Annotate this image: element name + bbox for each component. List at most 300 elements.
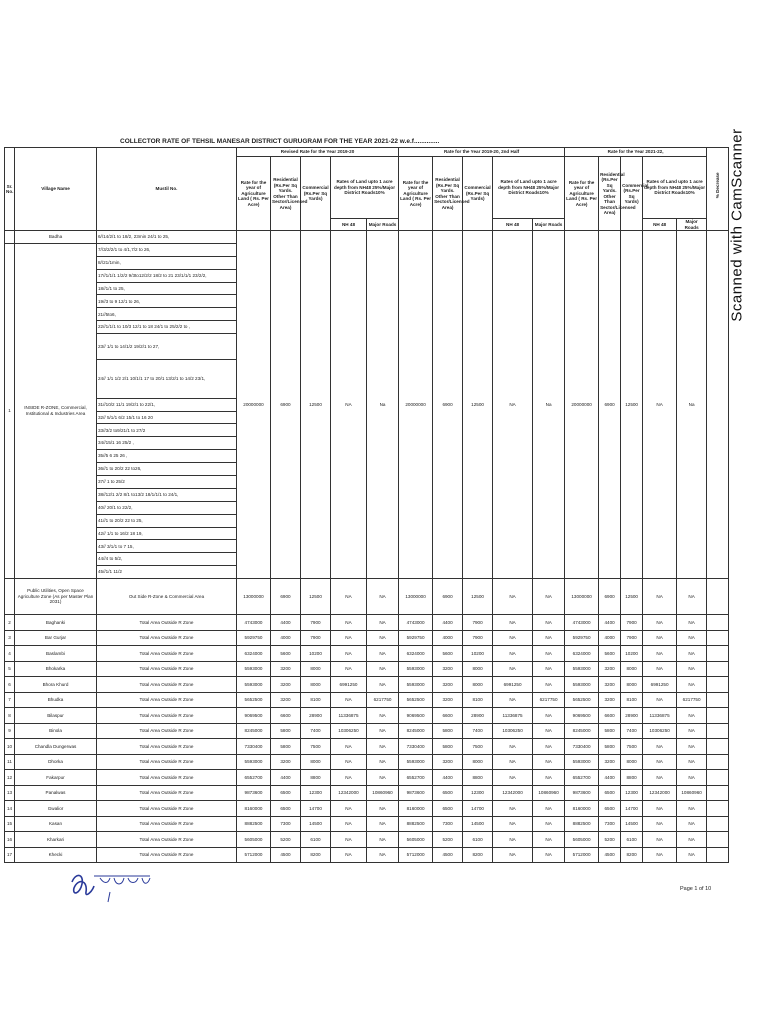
header-b-nh-rates: Rates of Land upto 1 acre depth from NH48 25%/Major District Roads10% — [493, 157, 565, 219]
rate-cell: NA — [677, 677, 707, 693]
rate-cell: 8160000 — [399, 801, 433, 817]
rate-cell: 5652500 — [237, 692, 271, 708]
rate-cell: NA — [331, 646, 367, 662]
rate-cell: NA — [367, 754, 399, 770]
rate-cell: 5929750 — [237, 630, 271, 646]
zone-cell: Public Utilities, Open Space Agriculture Zone (As per Master Plan 2031) — [15, 579, 97, 615]
village-name-cell: Bhora Khurd — [15, 677, 97, 693]
rate-cell: 6500 — [433, 801, 463, 817]
rate-cell: NA — [677, 816, 707, 832]
rate-cell: 5605000 — [399, 832, 433, 848]
header-b-nh48: NH 48 — [493, 219, 533, 231]
rate-cell: 12300 — [621, 785, 643, 801]
rate-cell: 3200 — [599, 661, 621, 677]
area-cell: Total Area Outside R Zone — [97, 785, 237, 801]
decrease-cell — [707, 692, 729, 708]
rate-cell: 6991250 — [493, 677, 533, 693]
rate-cell: 7500 — [463, 739, 493, 755]
table-row — [5, 739, 729, 755]
rate-cell: 5593000 — [237, 677, 271, 693]
rate-cell: 4000 — [271, 630, 301, 646]
rate-cell: 6991250 — [331, 677, 367, 693]
rate-cell: NA — [331, 832, 367, 848]
area-cell: Total Area Outside R Zone — [97, 723, 237, 739]
rate-cell: 7330400 — [399, 739, 433, 755]
header-b-commercial: Commercial (Rs.Per Sq Yards) — [463, 157, 493, 231]
musil-cell: 36//1 to 20/2 22 to26, — [97, 463, 237, 476]
rate-cell: NA — [533, 770, 565, 786]
rate-cell: 5929750 — [399, 630, 433, 646]
rate-cell: 3200 — [599, 692, 621, 708]
sr-no-cell: 11 — [5, 754, 15, 770]
rate-cell: 5712000 — [237, 847, 271, 863]
village-name-cell: Khecki — [15, 847, 97, 863]
decrease-cell — [707, 677, 729, 693]
rate-cell: 8245000 — [565, 723, 599, 739]
rate-cell: NA — [677, 579, 707, 615]
musil-cell: 21//5to6, — [97, 308, 237, 321]
rate-cell: NA — [533, 754, 565, 770]
musil-cell: 35//5 6 25 26 , — [97, 450, 237, 463]
header-c-agri: Rate for the year of Agriculture Land ( Rs. Per Acre) — [565, 157, 599, 231]
rate-cell: NA — [367, 739, 399, 755]
rate-cell: NA — [367, 646, 399, 662]
sr-no-cell: 4 — [5, 646, 15, 662]
table-row — [5, 231, 729, 244]
rate-cell: 20000000 — [565, 231, 599, 579]
rate-cell: 6552700 — [237, 770, 271, 786]
area-cell: Total Area Outside R Zone — [97, 646, 237, 662]
rate-cell: 8000 — [621, 754, 643, 770]
rate-cell: 9069500 — [399, 708, 433, 724]
rate-cell: 5800 — [271, 739, 301, 755]
rate-cell: Na — [533, 231, 565, 579]
rate-cell: 7330400 — [237, 739, 271, 755]
collector-rate-table — [4, 147, 729, 863]
rate-cell: 7300 — [271, 816, 301, 832]
rate-cell: NA — [643, 770, 677, 786]
rate-cell: 5200 — [433, 832, 463, 848]
rate-cell: 7330400 — [565, 739, 599, 755]
rate-cell: 7400 — [463, 723, 493, 739]
rate-cell: 5593000 — [565, 661, 599, 677]
rate-cell: 8160000 — [237, 801, 271, 817]
rate-cell: NA — [493, 739, 533, 755]
header-group-revised-2019-20: Revised Rate for the Year 2019-20 — [237, 148, 399, 157]
table-row — [5, 723, 729, 739]
rate-cell: NA — [533, 708, 565, 724]
rate-cell: NA — [493, 661, 533, 677]
table-row — [5, 754, 729, 770]
musil-cell: 37// 1 to 25/2 — [97, 475, 237, 488]
sr-no-cell: 8 — [5, 708, 15, 724]
rate-cell: 8000 — [301, 754, 331, 770]
decrease-cell — [707, 847, 729, 863]
rate-cell: 5593000 — [237, 661, 271, 677]
rate-cell: NA — [533, 677, 565, 693]
rate-cell: 5800 — [599, 739, 621, 755]
rate-cell: NA — [533, 615, 565, 631]
table-row — [5, 708, 729, 724]
sr-no-cell: 2 — [5, 615, 15, 631]
header-a-commercial: Commercial (Rs.Per Sq Yards) — [301, 157, 331, 231]
area-cell: Total Area Outside R Zone — [97, 677, 237, 693]
rate-cell: NA — [367, 677, 399, 693]
rate-cell: NA — [331, 231, 367, 579]
table-row — [5, 770, 729, 786]
rate-cell: 5712000 — [565, 847, 599, 863]
rate-cell: NA — [643, 739, 677, 755]
decrease-cell — [707, 785, 729, 801]
rate-cell: NA — [367, 723, 399, 739]
rate-cell: NA — [533, 801, 565, 817]
rate-cell: 8882500 — [399, 816, 433, 832]
rate-cell: 10200 — [463, 646, 493, 662]
rate-cell: NA — [367, 661, 399, 677]
signature — [64, 862, 154, 912]
rate-cell: 14700 — [463, 801, 493, 817]
rate-cell: NA — [367, 708, 399, 724]
rate-cell: 6900 — [433, 231, 463, 579]
decrease-cell — [707, 579, 729, 615]
header-c-commercial: Commercial (Rs.Per Sq Yards) — [621, 157, 643, 231]
rate-cell: 10306250 — [331, 723, 367, 739]
rate-cell: NA — [533, 723, 565, 739]
rate-cell: NA — [533, 739, 565, 755]
rate-cell: 13000000 — [565, 579, 599, 615]
rate-cell: 6991250 — [643, 677, 677, 693]
rate-cell: 13000000 — [399, 579, 433, 615]
signature-mark — [64, 862, 154, 912]
rate-cell: NA — [367, 847, 399, 863]
rate-cell: 4400 — [271, 615, 301, 631]
rate-cell: 7400 — [301, 723, 331, 739]
musil-cell: 34//15/1 16 25/2 , — [97, 437, 237, 450]
rate-cell: NA — [643, 816, 677, 832]
rate-cell: NA — [643, 615, 677, 631]
rate-cell: 6500 — [599, 785, 621, 801]
sr-no-cell: 1 — [5, 243, 15, 578]
rate-cell: 9873600 — [565, 785, 599, 801]
rate-cell: 4743000 — [565, 615, 599, 631]
rate-cell: 5593000 — [237, 754, 271, 770]
rate-cell: NA — [643, 692, 677, 708]
rate-cell: NA — [331, 630, 367, 646]
sr-no-cell: 15 — [5, 816, 15, 832]
area-cell: Total Area Outside R Zone — [97, 832, 237, 848]
header-a-nh-rates: Rates of Land upto 1 acre depth from NH48 25%/Major District Roads10% — [331, 157, 399, 219]
rate-cell: NA — [493, 832, 533, 848]
table-row — [5, 646, 729, 662]
page-number: Page 1 of 10 — [680, 886, 712, 892]
musil-cell: 44//4 to 5/2, — [97, 553, 237, 566]
musil-cell: 32// 5/1/1 6/2 15/1 to 16 20 — [97, 411, 237, 424]
rate-cell: NA — [331, 661, 367, 677]
sr-no-cell — [5, 579, 15, 615]
rate-cell: 11336875 — [331, 708, 367, 724]
rate-cell: 6900 — [599, 231, 621, 579]
rate-cell: 3200 — [271, 661, 301, 677]
rate-cell: NA — [533, 832, 565, 848]
rate-cell: 28900 — [463, 708, 493, 724]
rate-cell: 8100 — [463, 692, 493, 708]
musil-cell: 23// 1/1 to 14/1/2 19/2/1 to 27, — [97, 334, 237, 360]
musil-cell: 40// 20/1 to 22/2, — [97, 501, 237, 514]
decrease-cell — [707, 739, 729, 755]
rate-cell: NA — [533, 630, 565, 646]
rate-cell: 5593000 — [399, 661, 433, 677]
village-name-cell: Bhokarka — [15, 661, 97, 677]
rate-cell: 12300 — [463, 785, 493, 801]
rate-cell: 12342000 — [493, 785, 533, 801]
rate-cell: 14500 — [463, 816, 493, 832]
header-c-residential: Residential (Rs.Per Sq Yards. Other Than Sector/Licensed Area) — [599, 157, 621, 231]
rate-cell: 8160000 — [565, 801, 599, 817]
header-group-2019-20-2nd-half: Rate for the Year 2019-20, 2nd Half — [399, 148, 565, 157]
document-title: COLLECTOR RATE OF TEHSIL MANESAR DISTRICT GURUGRAM FOR THE YEAR 2021-22 w.e.f.............. — [120, 138, 440, 145]
table-row — [5, 630, 729, 646]
rate-cell: 5593000 — [399, 677, 433, 693]
rate-cell: NA — [677, 754, 707, 770]
musil-cell: 22//1/1/1 to 10/3 12/1 to 18 24/1 to 25/2/2 to , — [97, 321, 237, 334]
rate-cell: 5600 — [599, 646, 621, 662]
sr-no-cell: 12 — [5, 770, 15, 786]
rate-cell: 3200 — [271, 677, 301, 693]
sr-no-cell: 6 — [5, 677, 15, 693]
village-name-cell: Baghanki — [15, 615, 97, 631]
rate-cell: 3200 — [433, 754, 463, 770]
rate-cell: NA — [677, 847, 707, 863]
rate-cell: 9069500 — [237, 708, 271, 724]
rate-cell: NA — [643, 630, 677, 646]
table-row — [5, 692, 729, 708]
table-row — [5, 816, 729, 832]
rate-cell: 6500 — [271, 785, 301, 801]
rate-cell: NA — [493, 847, 533, 863]
rate-cell: 6900 — [271, 231, 301, 579]
rate-cell: 5800 — [433, 723, 463, 739]
musil-cell: 41//1 to 20/2 22 to 25, — [97, 514, 237, 527]
rate-cell: NA — [493, 801, 533, 817]
table-row — [5, 801, 729, 817]
rate-cell: NA — [643, 646, 677, 662]
village-name-cell: Dhorka — [15, 754, 97, 770]
rate-cell: 10200 — [621, 646, 643, 662]
rate-cell: 10200 — [301, 646, 331, 662]
sr-no-cell — [5, 231, 15, 244]
table-row — [5, 847, 729, 863]
rate-cell: 20000000 — [237, 231, 271, 579]
rate-cell: NA — [677, 646, 707, 662]
rate-cell: NA — [367, 816, 399, 832]
village-name-cell: Fakarpur — [15, 770, 97, 786]
table-row — [5, 785, 729, 801]
area-cell: Total Area Outside R Zone — [97, 816, 237, 832]
rate-cell: 6324000 — [565, 646, 599, 662]
musil-cell: 19//3 to 9 12/1 to 26, — [97, 295, 237, 308]
rate-cell: 8000 — [463, 661, 493, 677]
rate-cell: NA — [331, 801, 367, 817]
decrease-cell — [707, 630, 729, 646]
rate-cell: 5605000 — [237, 832, 271, 848]
rate-cell: 7900 — [621, 630, 643, 646]
table-row — [5, 661, 729, 677]
rate-cell: NA — [677, 661, 707, 677]
rate-cell: 8245000 — [237, 723, 271, 739]
area-cell: Total Area Outside R Zone — [97, 801, 237, 817]
rate-cell: NA — [643, 801, 677, 817]
musil-cell: 33//3/2 to9/21/1 to 27/2 — [97, 424, 237, 437]
sr-no-cell: 3 — [5, 630, 15, 646]
rate-cell: 5712000 — [399, 847, 433, 863]
musil-cell: 18//1/1 to 25, — [97, 282, 237, 295]
header-a-major-roads: Major Roads — [367, 219, 399, 231]
village-name-cell: Panalwas — [15, 785, 97, 801]
village-name-cell: Binola — [15, 723, 97, 739]
rate-cell: 10306250 — [493, 723, 533, 739]
header-b-agri: Rate for the year of Agriculture Land ( Rs. Per Acre) — [399, 157, 433, 231]
decrease-cell — [707, 708, 729, 724]
rate-cell: NA — [331, 579, 367, 615]
rate-cell: 4743000 — [399, 615, 433, 631]
rate-cell: 5800 — [271, 723, 301, 739]
rate-cell: NA — [493, 754, 533, 770]
rate-cell: 12500 — [463, 579, 493, 615]
rate-cell: 13000000 — [237, 579, 271, 615]
rate-cell: 5652500 — [565, 692, 599, 708]
rate-cell: 7500 — [621, 739, 643, 755]
area-cell: Total Area Outside R Zone — [97, 847, 237, 863]
musil-cell: 17//1/1/1 1/2/2 9/3to12/2/2 18/2 to 21 23/1/1/1 23/2/2, — [97, 269, 237, 282]
rate-cell: 6324000 — [399, 646, 433, 662]
decrease-cell — [707, 661, 729, 677]
rate-cell: 8200 — [301, 847, 331, 863]
zone-cell: INSIDE R-ZONE, Commercial, Institutional & Industries Area — [15, 243, 97, 578]
rate-cell: NA — [533, 646, 565, 662]
rate-cell: 14700 — [621, 801, 643, 817]
area-cell: Total Area Outside R Zone — [97, 661, 237, 677]
rate-cell: 12500 — [463, 231, 493, 579]
area-cell: Total Area Outside R Zone — [97, 615, 237, 631]
rate-cell: 28900 — [301, 708, 331, 724]
rate-cell: 14700 — [301, 801, 331, 817]
rate-cell: 8200 — [621, 847, 643, 863]
rate-cell: 9069500 — [565, 708, 599, 724]
rate-cell: NA — [533, 816, 565, 832]
rate-cell: NA — [677, 770, 707, 786]
area-cell: Total Area Outside R Zone — [97, 692, 237, 708]
header-percent-decrease — [707, 148, 729, 231]
rate-cell: NA — [533, 661, 565, 677]
village-name-cell: Bhudka — [15, 692, 97, 708]
village-name-cell: Baslambi — [15, 646, 97, 662]
area-cell: Total Area Outside R Zone — [97, 630, 237, 646]
rate-cell: 6552700 — [565, 770, 599, 786]
musil-cell: 8//21/1min, — [97, 256, 237, 269]
rate-cell: NA — [331, 739, 367, 755]
rate-cell: NA — [493, 646, 533, 662]
rate-cell: 8100 — [301, 692, 331, 708]
rate-cell: 9873600 — [237, 785, 271, 801]
rate-cell: NA — [331, 692, 367, 708]
rate-cell: 12500 — [301, 579, 331, 615]
header-a-nh48: NH 48 — [331, 219, 367, 231]
sr-no-cell: 17 — [5, 847, 15, 863]
rate-cell: 7900 — [301, 630, 331, 646]
sr-no-cell: 9 — [5, 723, 15, 739]
header-group-2021-22: Rate for the Year 2021-22, — [565, 148, 707, 157]
rate-cell: 10860960 — [367, 785, 399, 801]
rate-cell: 5800 — [599, 723, 621, 739]
rate-cell: 6500 — [599, 801, 621, 817]
rate-cell: 8245000 — [399, 723, 433, 739]
rate-cell: NA — [533, 579, 565, 615]
header-a-agri: Rate for the year of Agriculture Land ( Rs. Per Acre) — [237, 157, 271, 231]
area-cell: Total Area Outside R Zone — [97, 708, 237, 724]
rate-cell: NA — [533, 847, 565, 863]
rate-cell: 28900 — [621, 708, 643, 724]
rate-cell: 4000 — [599, 630, 621, 646]
watermark-text: Scanned with CamScanner — [728, 128, 746, 322]
village-name-cell: Badha — [15, 231, 97, 244]
rate-cell: 7300 — [599, 816, 621, 832]
rate-cell: 8000 — [301, 677, 331, 693]
village-name-cell: Bilaspur — [15, 708, 97, 724]
rate-cell: 7900 — [621, 615, 643, 631]
table-row — [5, 579, 729, 615]
rate-cell: 6324000 — [237, 646, 271, 662]
rate-cell: 4400 — [599, 770, 621, 786]
rate-cell: 10860960 — [533, 785, 565, 801]
rate-cell: NA — [331, 816, 367, 832]
rate-cell: 4400 — [433, 615, 463, 631]
rate-cell: 14500 — [301, 816, 331, 832]
rate-cell: 5600 — [271, 646, 301, 662]
rate-cell: 6900 — [271, 579, 301, 615]
musil-cell: 31//10/2 11/1 19/2/1 to 22/1, — [97, 398, 237, 411]
header-b-major-roads: Major Roads — [533, 219, 565, 231]
header-b-residential: Residential (Rs.Per Sq Yards. Other Than Sector/Licensed Area) — [433, 157, 463, 231]
rate-cell: NA — [493, 630, 533, 646]
rate-cell: NA — [643, 231, 677, 579]
rate-cell: 11336875 — [643, 708, 677, 724]
rate-cell: 5200 — [271, 832, 301, 848]
rate-cell: 4500 — [599, 847, 621, 863]
rate-cell: 3200 — [433, 661, 463, 677]
header-a-residential: Residential (Rs.Per Sq Yards. Other Than Sector/Licensed Area) — [271, 157, 301, 231]
rate-cell: 4400 — [433, 770, 463, 786]
rate-cell: 12300 — [301, 785, 331, 801]
decrease-cell — [707, 754, 729, 770]
rate-cell: 6900 — [433, 579, 463, 615]
table-row — [5, 615, 729, 631]
decrease-cell — [707, 231, 729, 579]
rate-cell: 6217750 — [677, 692, 707, 708]
rate-cell: 5652500 — [399, 692, 433, 708]
village-name-cell: Chandla Dungerwas — [15, 739, 97, 755]
rate-cell: NA — [677, 630, 707, 646]
rate-cell: NA — [677, 739, 707, 755]
rate-cell: NA — [643, 832, 677, 848]
rate-cell: 8000 — [463, 677, 493, 693]
header-c-nh48: NH 48 — [643, 219, 677, 231]
rate-cell: 7900 — [463, 615, 493, 631]
sr-no-cell: 7 — [5, 692, 15, 708]
rate-cell: NA — [493, 579, 533, 615]
rate-cell: 6500 — [433, 785, 463, 801]
rate-cell: NA — [493, 816, 533, 832]
table-row — [5, 832, 729, 848]
